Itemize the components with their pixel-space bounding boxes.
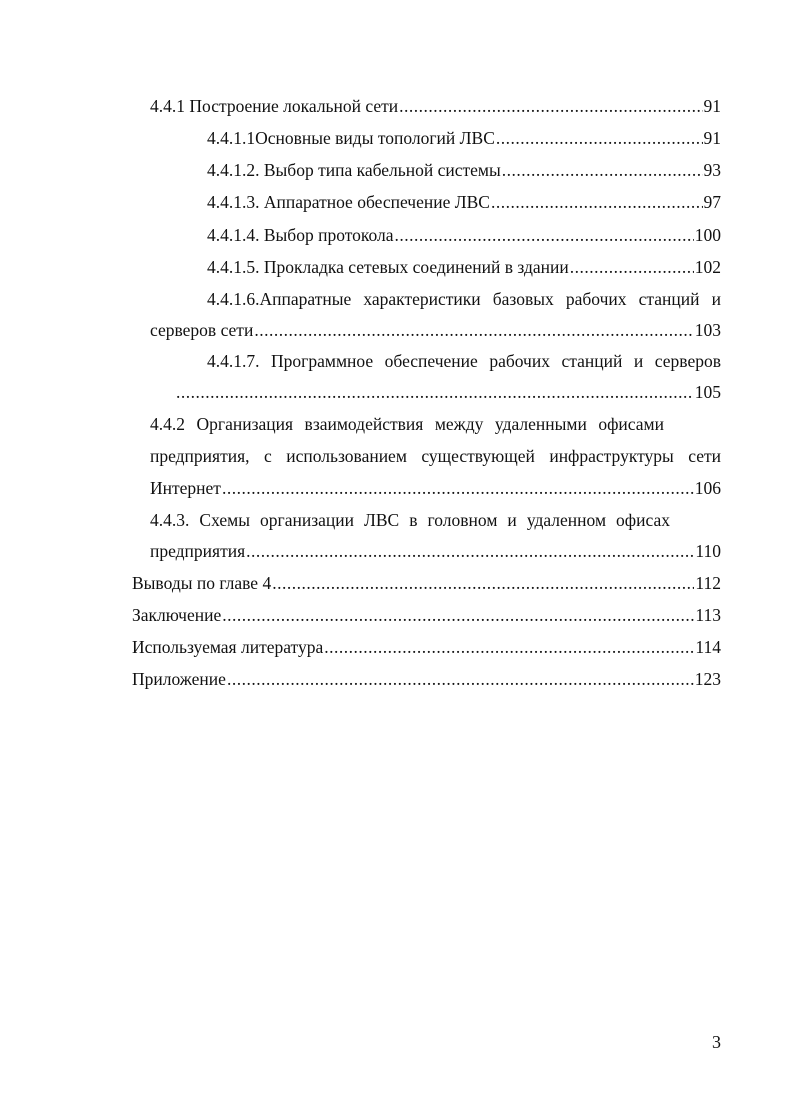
toc-entry-title: Интернет	[150, 478, 221, 498]
toc-entry-page: 103	[694, 320, 721, 340]
toc-entry-page: 112	[695, 573, 721, 593]
toc-entry	[207, 159, 721, 181]
toc-entry-line: 4.4.2 Организация взаимодействия между удаленными офисами	[150, 414, 664, 434]
dot-leader	[570, 256, 694, 278]
toc-entry-line: 4.4.1.6.Аппаратные характеристики базовых рабочих станций и	[207, 289, 721, 309]
dot-leader	[399, 95, 702, 117]
toc-entry	[150, 540, 721, 562]
toc-entry-page: 93	[703, 160, 721, 180]
dot-leader	[227, 668, 694, 690]
toc-entry	[132, 636, 721, 658]
toc-entry-title: Заключение	[132, 605, 222, 625]
dot-leader	[272, 572, 694, 594]
toc-entry-title: предприятия	[150, 541, 246, 561]
toc-entry-title: 4.4.1.1Основные виды топологий ЛВС	[207, 128, 495, 148]
toc-entry	[207, 127, 721, 149]
toc-entry-page: 91	[703, 96, 721, 116]
toc-entry-title: Приложение	[132, 669, 226, 689]
toc-entry	[207, 191, 721, 213]
toc-entry-page: 91	[703, 128, 721, 148]
dot-leader	[496, 127, 703, 149]
toc-entry-page: 110	[695, 541, 721, 561]
toc-entry	[132, 668, 721, 690]
toc-entry	[132, 604, 721, 626]
dot-leader	[176, 381, 694, 403]
toc-entry-page: 100	[694, 225, 721, 245]
dot-leader	[324, 636, 694, 658]
toc-entry	[150, 95, 721, 117]
dot-leader	[502, 159, 703, 181]
dot-leader	[222, 477, 694, 499]
toc-entry	[175, 381, 721, 403]
toc-entry-title: 4.4.1.2. Выбор типа кабельной системы	[207, 160, 501, 180]
dot-leader	[491, 191, 703, 213]
dot-leader	[222, 604, 694, 626]
toc-entry	[207, 256, 721, 278]
toc-entry-line: 4.4.1.7. Программное обеспечение рабочих станций и серверов	[207, 351, 721, 371]
toc-entry	[207, 224, 721, 246]
page-number: 3	[712, 1032, 721, 1052]
toc-entry-page: 123	[694, 669, 721, 689]
toc-entry	[150, 319, 721, 341]
toc-entry-page: 106	[694, 478, 721, 498]
toc-entry-title: серверов сети	[150, 320, 254, 340]
toc-entry	[150, 477, 721, 499]
toc-entry	[132, 572, 721, 594]
toc-entry-page: 114	[695, 637, 721, 657]
toc-entry-title: 4.4.1.3. Аппаратное обеспечение ЛВС	[207, 192, 490, 212]
toc-entry-title: Используемая литература	[132, 637, 324, 657]
dot-leader	[254, 319, 693, 341]
toc-entry-page: 97	[703, 192, 721, 212]
toc-entry-page: 105	[694, 382, 721, 402]
toc-entry-title: 4.4.1.5. Прокладка сетевых соединений в здании	[207, 257, 569, 277]
toc-entry-line: предприятия, с использованием существующей инфраструктуры сети	[150, 446, 721, 466]
dot-leader	[395, 224, 694, 246]
toc-entry-title: 4.4.1.4. Выбор протокола	[207, 225, 394, 245]
toc-entry-line: 4.4.3. Схемы организации ЛВС в головном и удаленном офисах	[150, 510, 670, 530]
toc-entry-title: 4.4.1 Построение локальной сети	[150, 96, 399, 116]
toc-entry-page: 113	[695, 605, 721, 625]
toc-entry-page: 102	[694, 257, 721, 277]
toc-entry-title: Выводы по главе 4	[132, 573, 272, 593]
dot-leader	[246, 540, 694, 562]
